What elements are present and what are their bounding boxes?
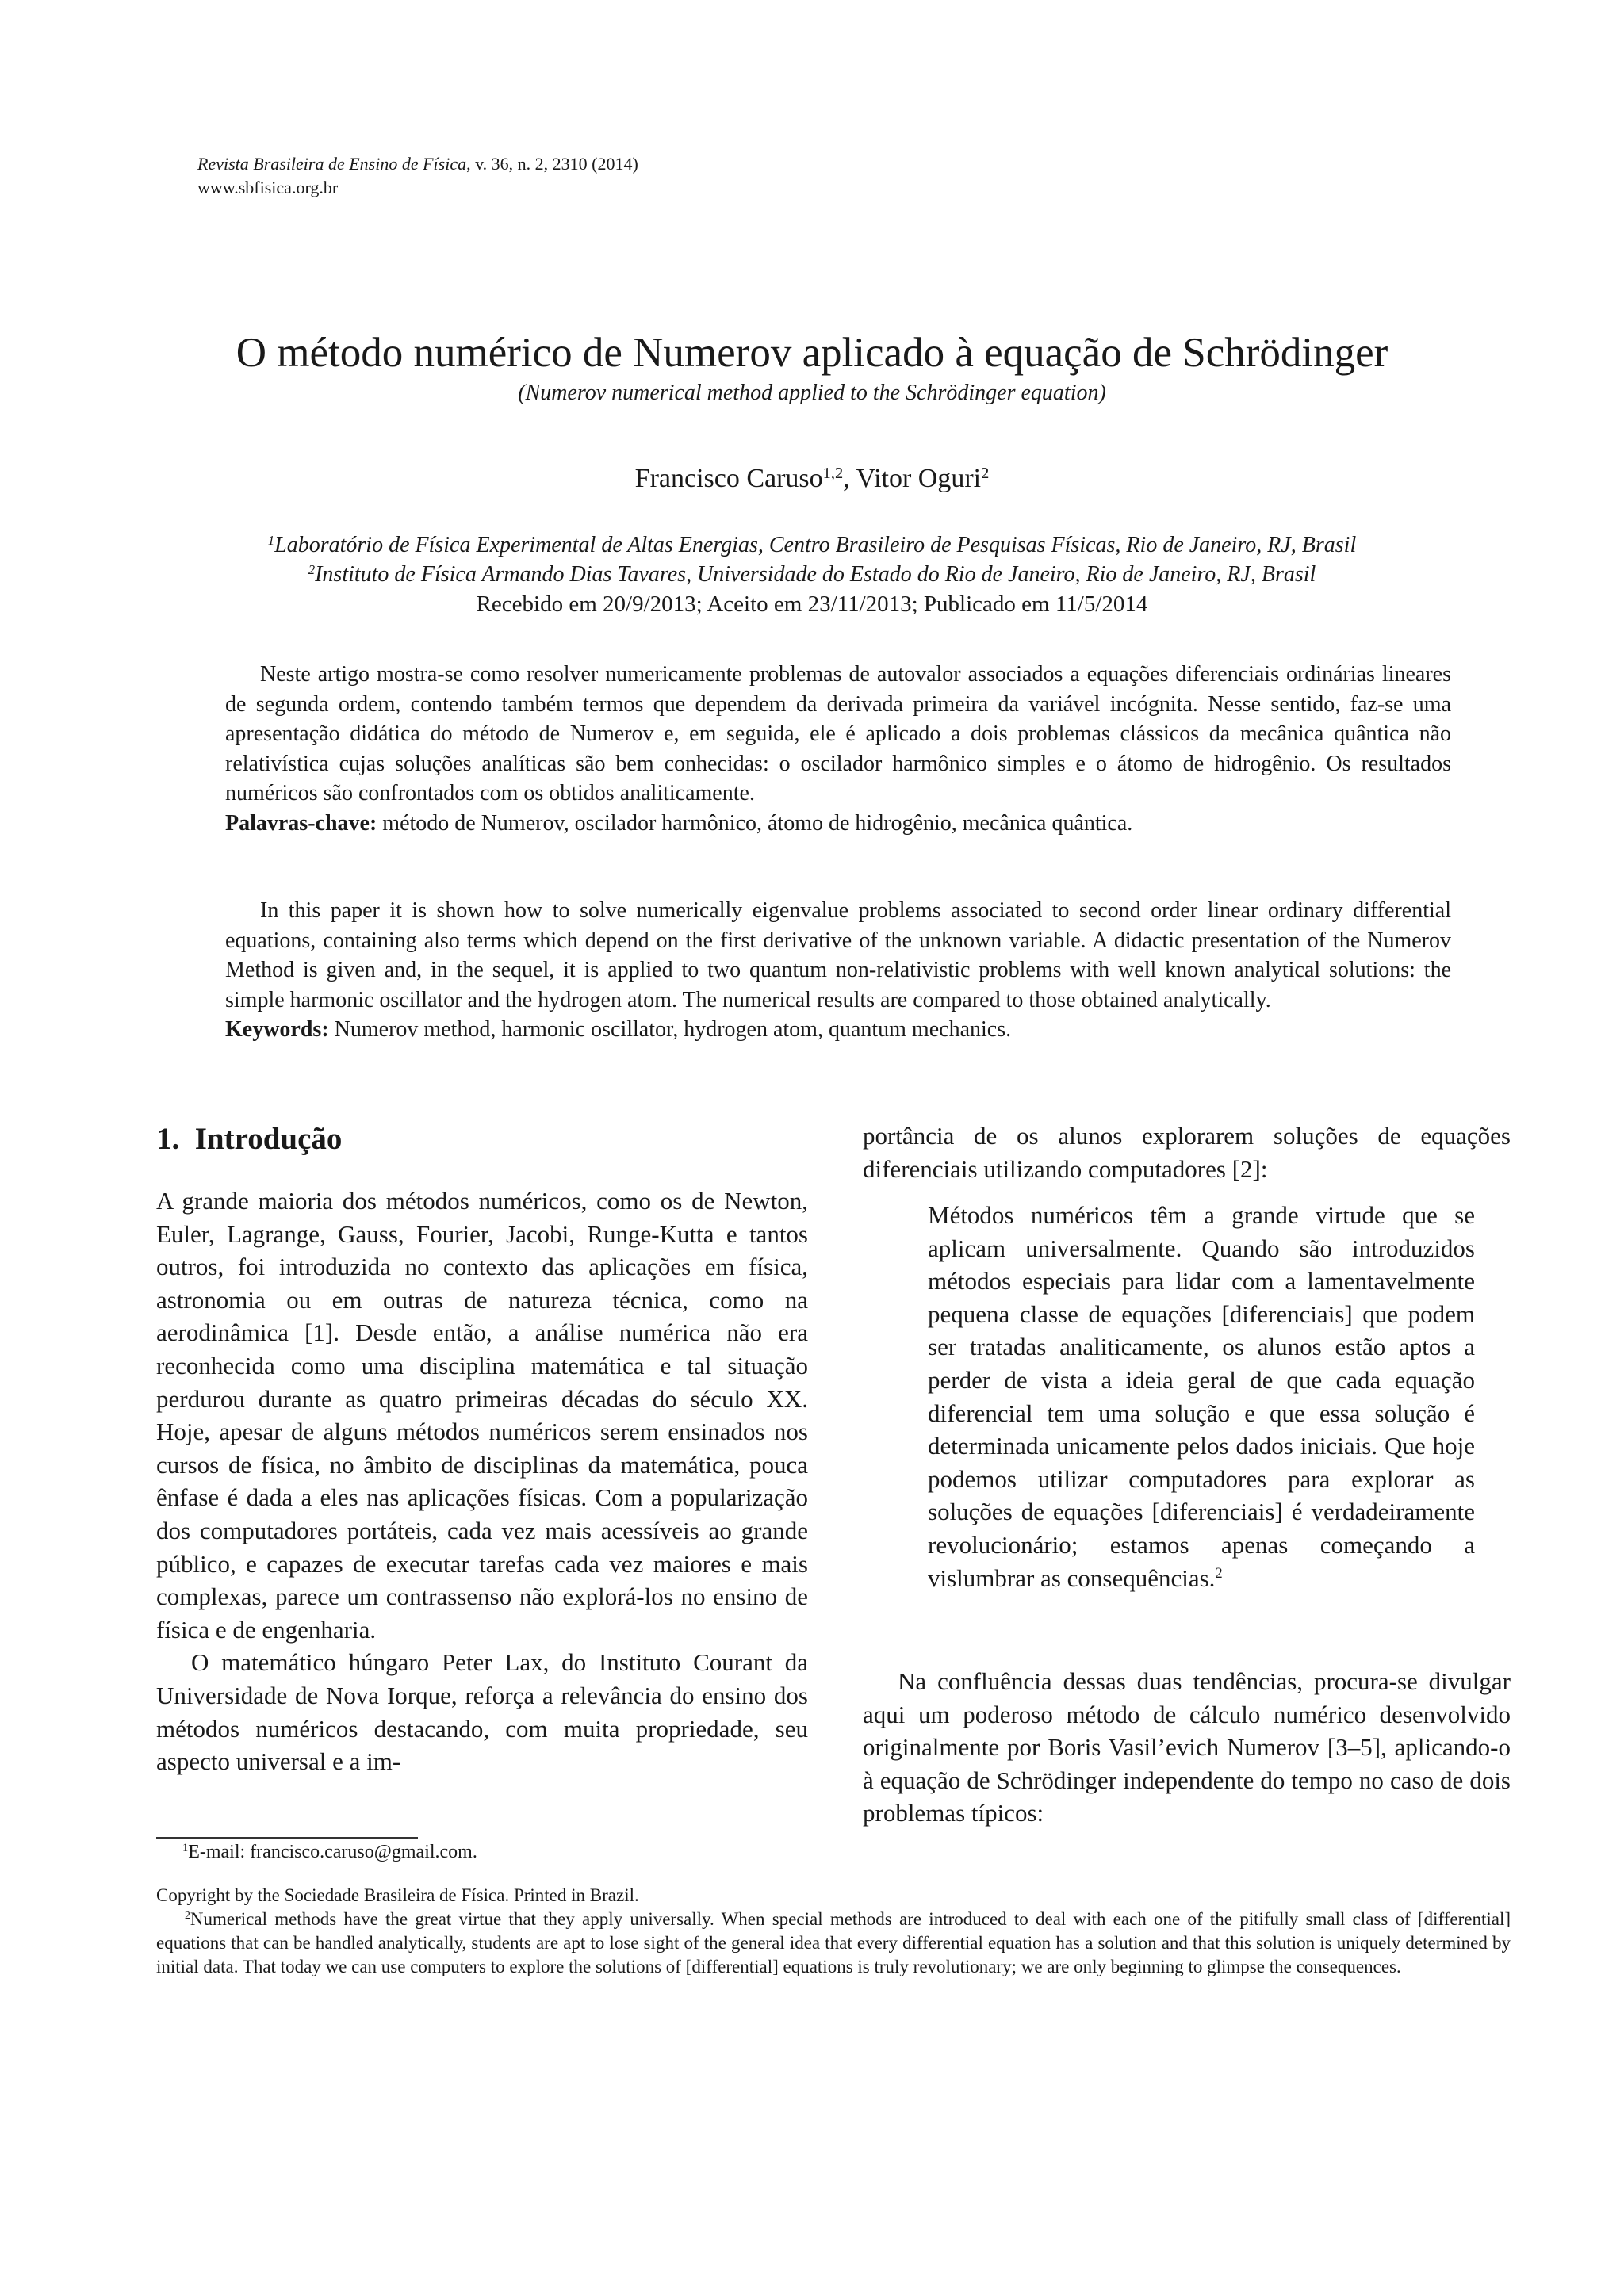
keywords-text: Numerov method, harmonic oscillator, hydrogen atom, quantum mechanics.	[328, 1017, 1012, 1042]
journal-header	[197, 152, 638, 200]
abstract-portuguese	[225, 660, 1451, 838]
journal-volume: , v. 36, n. 2, 2310 (2014)	[466, 154, 638, 174]
page-footer	[156, 1884, 1511, 1979]
affiliation-text: Instituto de Física Armando Dias Tavares, Universidade do Estado do Rio de Janeiro, Rio de Janeiro, RJ, Brasil	[315, 562, 1316, 587]
block-quote	[928, 1199, 1475, 1594]
keywords	[225, 1015, 1451, 1045]
abstract-text: In this paper it is shown how to solve numerically eigenvalue problems associated to second order linear ordinary differential equations, containing also terms which depend on the first derivative of the unknown variable. A didactic presentation of the Numerov Method is given and, in the sequel, it is applied to two quantum non-relativistic problems with well known analytical solutions: the simple harmonic oscillator and the hydrogen atom. The numerical results are compared to those obtained analytically.	[225, 898, 1451, 1012]
author-name: Francisco Caruso	[634, 464, 823, 493]
footnote-marker: 1	[182, 1842, 189, 1855]
affiliation-text: Laboratório de Física Experimental de Altas Energias, Centro Brasileiro de Pesquisas Físicas, Rio de Janeiro, RJ, Brasil	[274, 533, 1357, 557]
paper-subtitle: (Numerov numerical method applied to the Schrödinger equation)	[518, 381, 1106, 405]
footnote-text: E-mail: francisco.caruso@gmail.com.	[188, 1842, 477, 1862]
left-column	[156, 1184, 808, 1778]
author-affiliation-marker: 1,2	[822, 464, 844, 482]
journal-website: www.sbfisica.org.br	[197, 178, 339, 197]
keywords-label: Keywords:	[225, 1017, 329, 1042]
paragraph: Na confluência dessas duas tendências, procura-se divulgar aqui um poderoso método de cálculo numérico desenvolvido originalmente por Boris Vasil’evich Numerov [3–5], aplicando-o à equação de Schrödinger independente do tempo no caso de dois problemas típicos:	[863, 1667, 1511, 1827]
quote-text: Métodos numéricos têm a grande virtude que se aplicam universalmente. Quando são introduzidos métodos especiais para lidar com a lamentavelmente pequena classe de equações [diferenciais] que podem ser tratadas analiticamente, os alunos estão aptos a perder de vista a ideia geral de que cada equação diferencial tem uma solução e que essa solução é determinada unicamente pelos dados iniciais. Que hoje podemos utilizar computadores para explorar as soluções de equações [diferenciais] é verdadeiramente revolucionário; estamos apenas começando a vislumbrar as consequências.	[928, 1201, 1475, 1592]
author-affiliation-marker: 2	[981, 464, 990, 482]
section-title: Introdução	[194, 1122, 343, 1156]
copyright: Copyright by the Sociedade Brasileira de Física. Printed in Brazil.	[156, 1885, 639, 1905]
footnote-email	[182, 1839, 477, 1865]
section-number: 1.	[156, 1122, 180, 1156]
affiliation-marker: 1	[267, 532, 275, 548]
abstract-english	[225, 896, 1451, 1045]
author-separator: ,	[843, 464, 856, 493]
affiliation	[0, 531, 1624, 560]
footnote-marker: 2	[1215, 1565, 1223, 1582]
keywords-text: método de Numerov, oscilador harmônico, átomo de hidrogênio, mecânica quântica.	[377, 810, 1133, 836]
journal-name: Revista Brasileira de Ensino de Física	[197, 154, 467, 174]
footnote-text: Numerical methods have the great virtue that they apply universally. When special methods are introduced to deal with each one of the pitifully small class of [differential] equations that can be handled analytically, students are apt to lose sight of the general idea that every differential equation has a solution and that this solution is uniquely determined by initial data. That today we can use computers to explore the solutions of [differential] equations is truly revolutionary; we are only beginning to glimpse the consequences.	[156, 1909, 1511, 1976]
affiliation-marker: 2	[308, 561, 316, 577]
right-column-continuation	[863, 1665, 1511, 1830]
footnote-marker: 2	[185, 1909, 190, 1922]
right-column-intro	[863, 1119, 1511, 1185]
footnote-rule	[156, 1837, 418, 1839]
author-name: Vitor Oguri	[856, 464, 982, 493]
received-dates: Recebido em 20/9/2013; Aceito em 23/11/2013; Publicado em 11/5/2014	[476, 591, 1148, 617]
keywords-label: Palavras-chave:	[225, 810, 377, 836]
keywords	[225, 809, 1451, 839]
affiliation	[0, 561, 1624, 589]
author-list	[0, 461, 1624, 496]
paragraph: A grande maioria dos métodos numéricos, como os de Newton, Euler, Lagrange, Gauss, Fourier, Jacobi, Runge-Kutta e tantos outros, foi introduzida no contexto das aplicações em física, astronomia ou em outras de natureza técnica, como na aerodinâmica [1]. Desde então, a análise numérica não era reconhecida como uma disciplina matemática e tal situação perdurou durante as quatro primeiras décadas do século XX. Hoje, apesar de alguns métodos numéricos serem ensinados nos cursos de física, no âmbito de disciplinas da matemática, pouca ênfase é dada a eles nas aplicações físicas. Com a popularização dos computadores portáteis, cada vez mais acessíveis ao grande público, e capazes de executar tarefas cada vez maiores e mais complexas, parece um contrassenso não explorá-los no ensino de física e de engenharia.	[156, 1187, 808, 1644]
section-heading	[156, 1119, 342, 1159]
paper-title: O método numérico de Numerov aplicado à equação de Schrödinger	[236, 330, 1388, 376]
abstract-text: Neste artigo mostra-se como resolver numericamente problemas de autovalor associados a equações diferenciais ordinárias lineares de segunda ordem, contendo também termos que dependem da derivada primeira da variável incógnita. Nesse sentido, faz-se uma apresentação didática do método de Numerov e, em seguida, ele é aplicado a dois problemas clássicos da mecânica quântica não relativística cujas soluções analíticas são bem conhecidas: o oscilador harmônico simples e o átomo de hidrogênio. Os resultados numéricos são confrontados com os obtidos analiticamente.	[225, 662, 1451, 806]
paragraph: portância de os alunos explorarem soluções de equações diferenciais utilizando computadores [2]:	[863, 1122, 1511, 1183]
footnote-translation	[156, 1908, 1511, 1979]
paragraph: O matemático húngaro Peter Lax, do Instituto Courant da Universidade de Nova Iorque, reforça a relevância do ensino dos métodos numéricos destacando, com muita propriedade, seu aspecto universal e a im-	[156, 1648, 808, 1776]
